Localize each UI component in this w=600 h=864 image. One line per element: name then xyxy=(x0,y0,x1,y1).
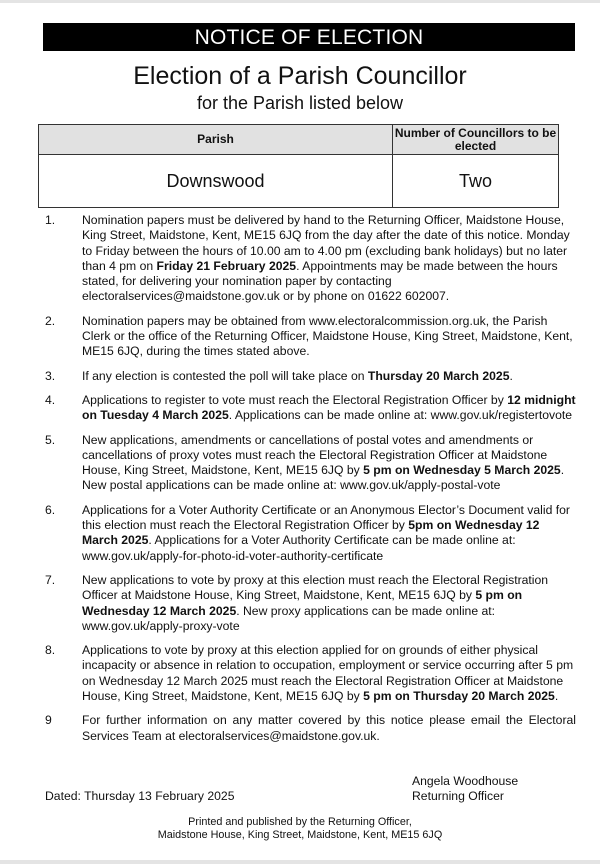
item-text: Applications to vote by proxy at this election applied for on grounds of either physical incapacity or absence in relation to occupation, employment or service occurring after 5 pm on Wednesday 12 March 2025 must reach the Electoral Registration Officer at Maidstone House, King Street, Maidstone, Kent, ME15 6JQ by 5 pm on Thursday 20 March 2025. xyxy=(82,643,574,704)
item-text: New applications to vote by proxy at this election must reach the Electoral Registration Officer at Maidstone House, King Street, Maidstone, Kent, ME15 6JQ by 5 pm on Wednesday 12 March 2025. New proxy applications can be made online at: www.gov.uk/apply-proxy-vote xyxy=(82,572,549,633)
notice-item xyxy=(0,393,600,424)
parish-name-cell: Downswood xyxy=(39,155,393,208)
imprint xyxy=(0,816,600,842)
item-emphasis: 5 pm on Thursday 20 March 2025 xyxy=(363,689,555,704)
parish-table xyxy=(38,124,559,208)
officer-name: Angela Woodhouse xyxy=(412,774,519,788)
item-emphasis: 5 pm on Wednesday 12 March 2025 xyxy=(82,588,523,618)
table-header-row xyxy=(39,125,559,155)
page-title: Election of a Parish Councillor xyxy=(133,62,467,90)
page-bottom-edge xyxy=(0,860,600,864)
page-top-edge xyxy=(0,0,600,3)
imprint-line-1: Printed and published by the Returning Officer, xyxy=(188,816,412,828)
item-number: 2. xyxy=(45,313,56,328)
notice-banner: NOTICE OF ELECTION xyxy=(43,23,575,51)
item-text: For further information on any matter covered by this notice please email the Electoral Services Team at electoralservices@maidstone.gov.uk. xyxy=(82,713,576,743)
councillor-count-cell: Two xyxy=(393,155,559,208)
item-emphasis: 5 pm on Wednesday 5 March 2025 xyxy=(363,463,561,478)
item-emphasis: 12 midnight on Tuesday 4 March 2025 xyxy=(82,392,576,423)
notice-item xyxy=(0,213,600,305)
notice-item xyxy=(0,573,600,634)
item-emphasis: 5pm on Wednesday 12 March 2025 xyxy=(82,518,540,548)
item-text: Nomination papers may be obtained from www.electoralcommission.org.uk, the Parish Clerk or the office of the Returning Officer, Maidstone House, King Street, Maidstone, Kent, ME15 6JQ, during the times stated above. xyxy=(82,313,573,359)
notice-item xyxy=(0,503,600,564)
item-text: Applications for a Voter Authority Certificate or an Anonymous Elector’s Document valid for this election must reach the Electoral Registration Officer by 5pm on Wednesday 12 March 2025. Applications for a Voter Authority Certificate can be made online at: www.gov.uk/apply-for-photo-id-voter-authority-certificate xyxy=(82,502,570,563)
officer-role: Returning Officer xyxy=(412,789,504,803)
returning-officer-block xyxy=(412,774,518,804)
item-text: New applications, amendments or cancellations of postal votes and amendments or cancellations of proxy votes must reach the Electoral Registration Officer at Maidstone House, King Street, Maidstone, Kent, ME15 6JQ by 5 pm on Wednesday 5 March 2025. New postal applications can be made online at: www.gov.uk/apply-postal-vote xyxy=(82,432,565,493)
item-number: 7. xyxy=(45,572,56,587)
column-header-councillors: Number of Councillors to be elected xyxy=(393,125,559,155)
table-row xyxy=(39,155,559,208)
item-number: 9 xyxy=(45,713,52,728)
item-text: Applications to register to vote must reach the Electoral Registration Officer by 12 midnight on Tuesday 4 March 2025. Applications can be made online at: www.gov.uk/registertovote xyxy=(82,392,576,423)
item-emphasis: Friday 21 February 2025 xyxy=(156,258,297,273)
page-subtitle: for the Parish listed below xyxy=(196,93,404,113)
item-number: 6. xyxy=(45,502,56,517)
column-header-parish: Parish xyxy=(39,125,393,155)
notice-items-list xyxy=(0,213,600,744)
dated-line: Dated: Thursday 13 February 2025 xyxy=(45,789,235,803)
item-emphasis: Thursday 20 March 2025 xyxy=(367,368,510,383)
notice-item xyxy=(0,643,600,704)
item-number: 3. xyxy=(45,368,56,383)
imprint-line-2: Maidstone House, King Street, Maidstone, Kent, ME15 6JQ xyxy=(157,829,443,841)
item-text: If any election is contested the poll will take place on Thursday 20 March 2025. xyxy=(82,368,513,383)
notice-item xyxy=(0,314,600,360)
item-text: Nomination papers must be delivered by hand to the Returning Officer, Maidstone House, King Street, Maidstone, Kent, ME15 6JQ from the day after the date of this notice. Monday to Friday between the hours of 10.00 am to 4.00 pm (excluding bank holidays) but no later than 4 pm on Friday 21 February 2025. Appointments may be made between the hours stated, for delivering your nomination paper by contacting electoralservices@maidstone.gov.uk or by phone on 01622 602007. xyxy=(82,213,570,304)
notice-item xyxy=(0,713,600,744)
notice-item xyxy=(0,433,600,494)
item-number: 4. xyxy=(45,392,56,407)
item-number: 5. xyxy=(45,432,56,447)
notice-item xyxy=(0,369,600,384)
item-number: 8. xyxy=(45,643,56,658)
item-number: 1. xyxy=(45,213,56,227)
